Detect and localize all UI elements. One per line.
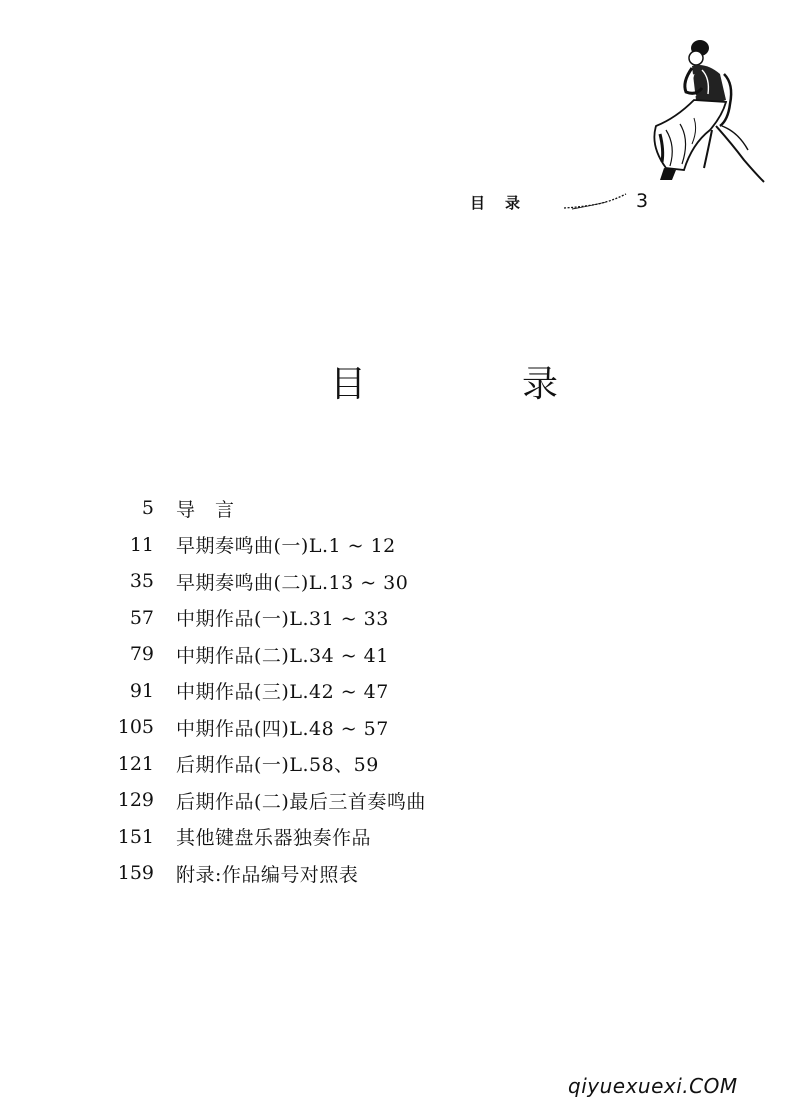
toc-page-number: 129: [117, 789, 154, 812]
toc-page-number: 91: [129, 679, 154, 702]
toc-entry-title: 其他键盘乐器独奏作品: [176, 827, 372, 850]
toc-page-number: 159: [117, 862, 154, 885]
toc-page-number: 35: [129, 570, 154, 593]
toc-entry-title: 中期作品(三)L.42 ~ 47: [176, 681, 389, 704]
toc-page-number: 11: [129, 533, 154, 556]
toc-entry[interactable]: [100, 563, 600, 600]
toc-page-number: 5: [141, 497, 154, 520]
seated-woman-illustration-icon: [636, 34, 768, 186]
toc-entry[interactable]: [100, 855, 600, 892]
toc-page-number: 57: [129, 606, 154, 629]
toc-page-number: 79: [129, 643, 154, 666]
toc-page-number: 105: [117, 716, 154, 739]
running-header-page-number: 3: [636, 190, 649, 212]
toc-entry[interactable]: [100, 709, 600, 746]
toc-entry-title: 中期作品(四)L.48 ~ 57: [176, 717, 389, 740]
page-title: 目 录: [330, 364, 619, 405]
toc-entry-title: 中期作品(二)L.34 ~ 41: [176, 644, 389, 667]
toc-entry-title: 附录:作品编号对照表: [176, 863, 359, 886]
toc-entry-title: 后期作品(一)L.58、59: [176, 754, 379, 777]
toc-entry[interactable]: [100, 746, 600, 783]
flourish-ornament-icon: [562, 192, 628, 212]
running-header: [470, 190, 670, 220]
running-header-title: 目录: [470, 194, 541, 212]
toc-entry-title: 早期奏鸣曲(二)L.13 ~ 30: [176, 571, 409, 594]
toc-entry[interactable]: [100, 782, 600, 819]
toc-entry[interactable]: [100, 636, 600, 673]
toc-entry-title: 导 言: [176, 498, 235, 521]
watermark: qiyuexuexi.COM: [568, 1074, 738, 1098]
toc-entry[interactable]: [100, 819, 600, 856]
toc-entry-title: 早期奏鸣曲(一)L.1 ~ 12: [176, 535, 396, 558]
toc-page-number: 121: [117, 752, 154, 775]
toc-entry-title: 后期作品(二)最后三首奏鸣曲: [176, 790, 426, 813]
table-of-contents: [100, 490, 600, 892]
toc-entry[interactable]: [100, 673, 600, 710]
toc-entry[interactable]: [100, 490, 600, 527]
toc-page-number: 151: [117, 825, 154, 848]
toc-entry[interactable]: [100, 527, 600, 564]
toc-entry[interactable]: [100, 600, 600, 637]
toc-entry-title: 中期作品(一)L.31 ~ 33: [176, 608, 389, 631]
